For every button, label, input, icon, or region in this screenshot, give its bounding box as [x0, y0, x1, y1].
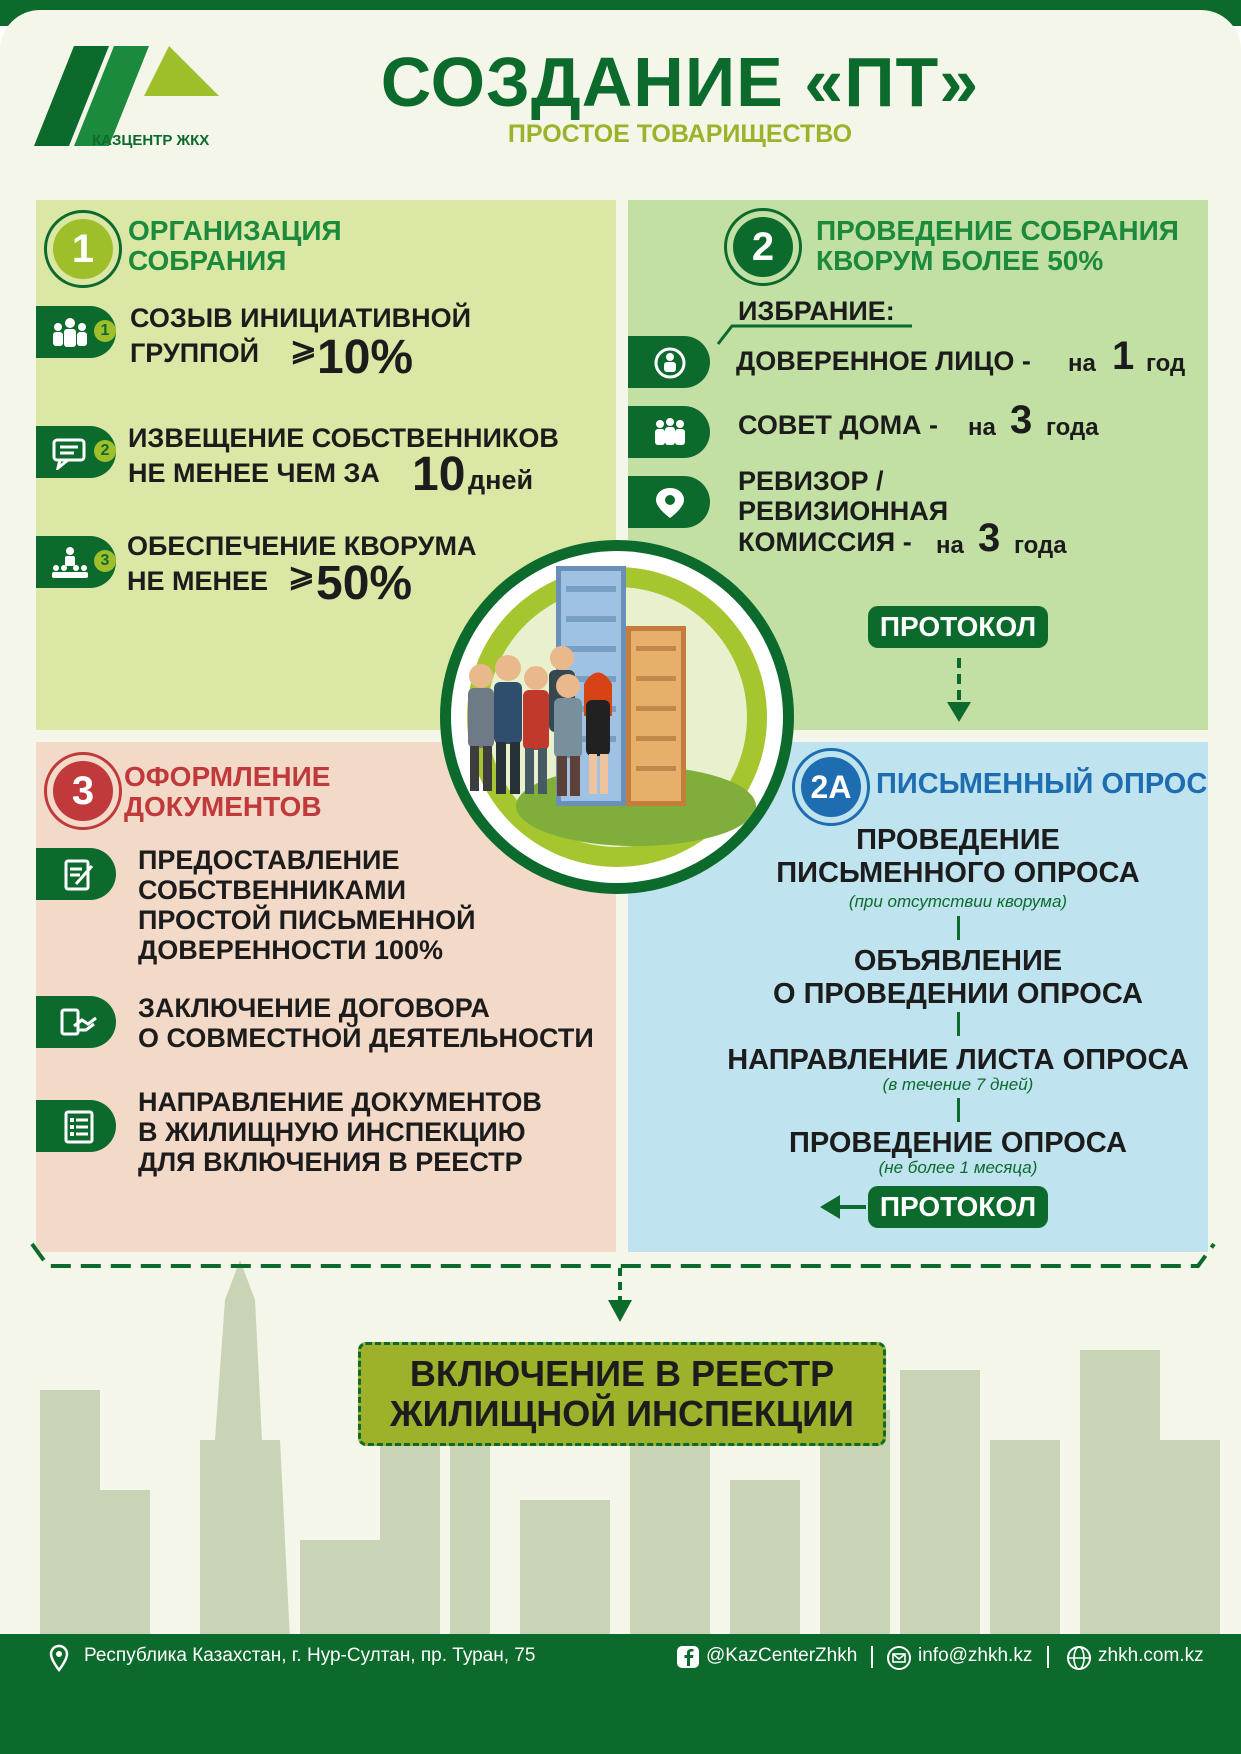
house-council-term: 3 — [1010, 398, 1033, 442]
audit-line3: КОМИССИЯ - — [738, 527, 912, 557]
document-sign-icon — [60, 858, 100, 892]
step1-item3-line1: ОБЕСПЕЧЕНИЕ КВОРУМА — [127, 531, 477, 561]
audit-line2: РЕВИЗИОННАЯ — [738, 496, 949, 526]
flow-note: (при отсутствии кворума) — [848, 892, 1068, 911]
trusted-person-tab — [628, 336, 710, 388]
step-3-title: ОФОРМЛЕНИЕ ДОКУМЕНТОВ — [124, 761, 331, 822]
step1-item2-line1: ИЗВЕЩЕНИЕ СОБСТВЕННИКОВ — [128, 423, 559, 453]
merge-bracket — [28, 1240, 1218, 1330]
flow-connector — [957, 1098, 960, 1122]
audit-term: 3 — [978, 516, 1001, 560]
flow-note: (в течение 7 дней) — [882, 1075, 1034, 1094]
audit-line1: РЕВИЗОР / — [738, 466, 884, 496]
item-badge: 3 — [94, 550, 116, 572]
step-2a-title: ПИСЬМЕННЫЙ ОПРОС — [876, 768, 1208, 800]
notice-days-value: 10 — [412, 448, 466, 501]
result-text: ВКЛЮЧЕНИЕ В РЕЕСТР ЖИЛИЩНОЙ ИНСПЕКЦИИ — [390, 1353, 854, 1434]
step3-item1: ПРЕДОСТАВЛЕНИЕ СОБСТВЕННИКАМИ ПРОСТОЙ ПИСЬМЕННОЙ ДОВЕРЕННОСТИ 100% — [138, 845, 476, 965]
flow-note: (не более 1 месяца) — [878, 1158, 1038, 1177]
term-prefix: на — [968, 414, 996, 441]
term-prefix: на — [1068, 350, 1096, 377]
step3-item2: ЗАКЛЮЧЕНИЕ ДОГОВОРА О СОВМЕСТНОЙ ДЕЯТЕЛЬНОСТИ — [138, 993, 594, 1053]
step3-item3: НАПРАВЛЕНИЕ ДОКУМЕНТОВ В ЖИЛИЩНУЮ ИНСПЕКЦИЮ ДЛЯ ВКЛЮЧЕНИЯ В РЕЕСТР — [138, 1087, 542, 1177]
step1-item1-line1: СОЗЫВ ИНИЦИАТИВНОЙ — [130, 303, 472, 333]
logo-text: КАЗЦЕНТР ЖКХ — [92, 132, 210, 149]
leader-group-icon — [50, 546, 90, 580]
step1-item1-line2: ГРУППОЙ — [130, 338, 259, 368]
map-pin-icon — [48, 1644, 70, 1672]
person-circle-icon — [650, 346, 690, 380]
people-group-icon — [50, 316, 90, 350]
step-2-title: ПРОВЕДЕНИЕ СОБРАНИЯ КВОРУМ БОЛЕЕ 50% — [816, 215, 1179, 276]
footer-address: Республика Казахстан, г. Нур-Султан, пр. Туран, 75 — [84, 1645, 536, 1666]
step-1-badge: 1 — [53, 219, 113, 279]
social-link[interactable]: @KazCenterZhkh — [706, 1645, 858, 1666]
flow-connector — [957, 1012, 960, 1036]
building-residents-illustration — [446, 546, 788, 888]
flow-step-conduct: ПРОВЕДЕНИЕ ОПРОСА — [789, 1127, 1127, 1159]
council-icon — [650, 416, 690, 450]
document-sign-tab — [36, 848, 116, 900]
meeting-protocol-badge: ПРОТОКОЛ — [868, 606, 1048, 648]
term-unit: год — [1146, 350, 1186, 377]
people-group-tab — [36, 306, 116, 358]
item-badge: 2 — [94, 440, 116, 462]
survey-protocol-badge: ПРОТОКОЛ — [868, 1186, 1048, 1228]
step-2-badge: 2 — [733, 217, 793, 277]
email-link[interactable]: info@zhkh.kz — [918, 1645, 1033, 1666]
page-subtitle: ПРОСТОЕ ТОВАРИЩЕСТВО — [507, 120, 853, 148]
globe-icon[interactable] — [1066, 1645, 1092, 1671]
footer-divider — [1047, 1646, 1049, 1668]
step1-item3-line2: НЕ МЕНЕЕ — [127, 566, 269, 596]
initiative-percent: 10% — [317, 331, 414, 384]
gte-sign: ⩾ — [290, 331, 317, 367]
quorum-percent: 50% — [316, 557, 413, 610]
website-link[interactable]: zhkh.com.kz — [1098, 1645, 1204, 1666]
step1-item2-line2: НЕ МЕНЕЕ ЧЕМ ЗА — [128, 458, 380, 488]
house-council-tab — [628, 406, 710, 458]
step-1-title: ОРГАНИЗАЦИЯ СОБРАНИЯ — [128, 215, 342, 276]
term-prefix: на — [936, 532, 964, 559]
flow-step-sheet: НАПРАВЛЕНИЕ ЛИСТА ОПРОСА — [727, 1044, 1189, 1076]
audit-tab — [628, 476, 710, 528]
arrow-down-icon — [944, 656, 974, 726]
facebook-icon[interactable] — [676, 1645, 700, 1669]
trusted-person-term: 1 — [1112, 334, 1135, 378]
email-icon[interactable] — [886, 1645, 912, 1671]
step-2a-badge: 2А — [801, 757, 861, 817]
flow-step-announcement: ОБЪЯВЛЕНИЕ О ПРОВЕДЕНИИ ОПРОСА — [772, 945, 1144, 1010]
trusted-person-label: ДОВЕРЕННОЕ ЛИЦО - — [736, 346, 1031, 376]
message-tab — [36, 426, 116, 478]
arrow-left-icon — [818, 1192, 868, 1222]
term-unit: года — [1014, 532, 1067, 559]
flow-step-written-survey: ПРОВЕДЕНИЕ ПИСЬМЕННОГО ОПРОСА — [776, 824, 1140, 889]
election-underline — [716, 322, 916, 346]
house-council-label: СОВЕТ ДОМА - — [738, 410, 939, 440]
message-icon — [50, 436, 90, 470]
leader-group-tab — [36, 536, 116, 588]
notice-days-unit: дней — [468, 465, 534, 495]
location-pin-icon — [650, 486, 690, 520]
election-label: ИЗБРАНИЕ: — [738, 296, 895, 326]
footer-divider — [871, 1646, 873, 1668]
page-title: СОЗДАНИЕ «ПТ» — [380, 43, 980, 121]
flow-connector — [957, 916, 960, 940]
item-badge: 1 — [94, 320, 116, 342]
gte-sign: ⩾ — [288, 557, 315, 593]
handshake-tab — [36, 996, 116, 1048]
handshake-icon — [60, 1006, 100, 1040]
term-unit: года — [1046, 414, 1099, 441]
step-3-badge: 3 — [53, 761, 113, 821]
checklist-icon — [60, 1110, 100, 1144]
checklist-tab — [36, 1100, 116, 1152]
